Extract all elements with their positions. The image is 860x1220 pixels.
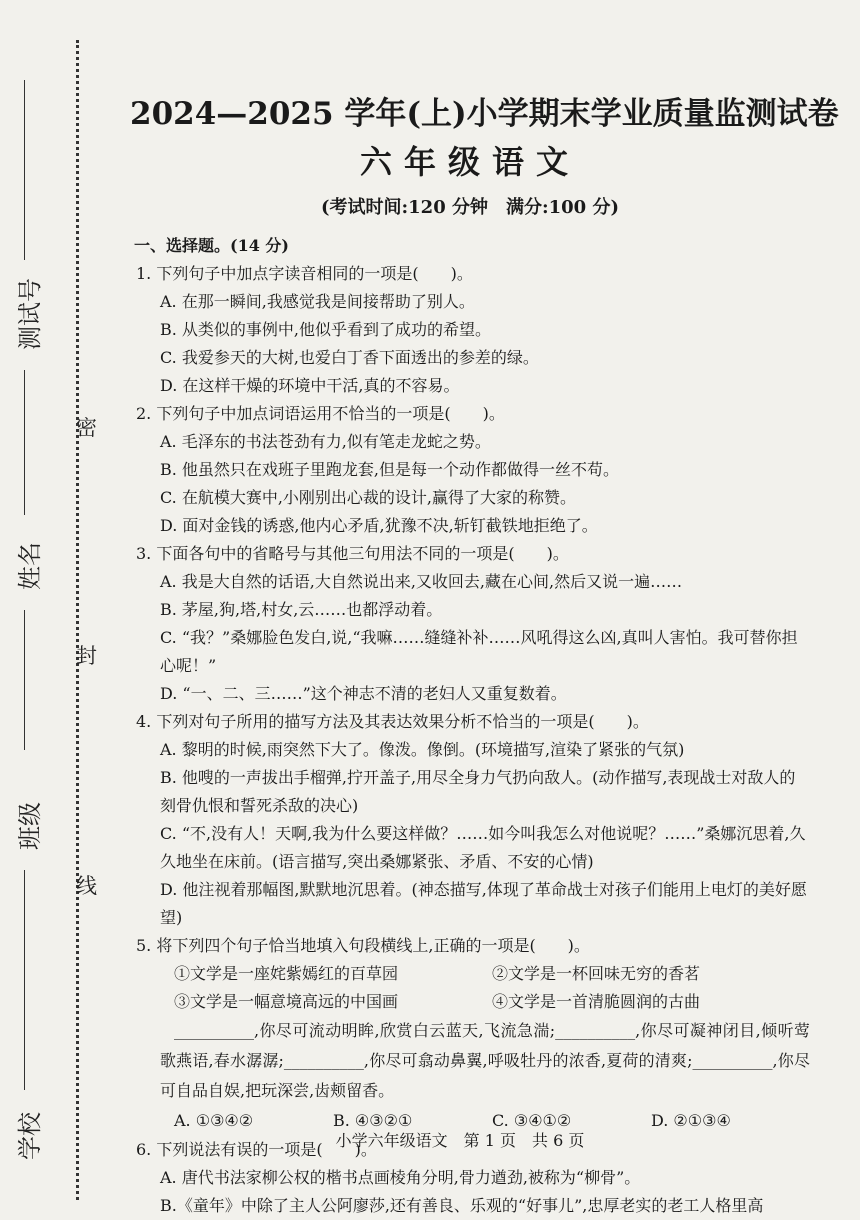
question-3: 3. 下面各句中的省略号与其他三句用法不同的一项是( )。 bbox=[136, 544, 569, 563]
seal-char-xian: 线 bbox=[76, 874, 97, 898]
blank-test-number bbox=[24, 80, 25, 260]
seal-char-mi: 密 bbox=[76, 416, 97, 440]
q5-sentence-2: ②文学是一杯回味无穷的香茗 bbox=[492, 964, 701, 983]
q3-option-d: D. “一、二、三……”这个神志不清的老妇人又重复数着。 bbox=[160, 684, 567, 703]
blank-class bbox=[24, 610, 25, 750]
q4-option-c: C. “不,没有人！天啊,我为什么要这样做？……如今叫我怎么对他说呢？……”桑娜沉思着,久久地坐在床前。(语言描写,突出桑娜紧张、矛盾、不安的心情) bbox=[160, 824, 806, 871]
section-heading: 一、选择题。(14 分) bbox=[134, 236, 289, 255]
q5-sentence-4: ④文学是一首清脆圆润的古曲 bbox=[492, 992, 701, 1011]
q2-option-c: C. 在航模大赛中,小刚别出心裁的设计,赢得了大家的称赞。 bbox=[160, 488, 577, 507]
blank-school bbox=[24, 870, 25, 1090]
seal-char-feng: 封 bbox=[76, 644, 97, 668]
q4-option-a: A. 黎明的时候,雨突然下大了。像泼。像倒。(环境描写,渲染了紧张的气氛) bbox=[160, 740, 685, 759]
exam-title: 2024—2025 学年(上)小学期末学业质量监测试卷 bbox=[130, 96, 839, 132]
question-2: 2. 下列句子中加点词语运用不恰当的一项是( )。 bbox=[136, 404, 505, 423]
q3-option-b: B. 茅屋,狗,塔,村女,云……也都浮动着。 bbox=[160, 600, 443, 619]
q1-option-c: C. 我爱参天的大树,也爱白丁香下面透出的参差的绿。 bbox=[160, 348, 539, 367]
q5-answer-a: A. ①③④② bbox=[174, 1111, 254, 1130]
exam-subject: 六年级语文 bbox=[359, 143, 580, 181]
q5-sentences-row-2 bbox=[130, 988, 810, 1016]
q5-passage: __________,你尽可流动明眸,欣赏白云蓝天,飞流急湍;__________,你尽可凝神闭目,倾听莺歌燕语,春水潺潺;__________,你尽可翕动鼻翼,呼吸牡丹的浓香,夏荷的清爽;__________,你尽可自品自娱,把玩深尝,齿颊留香。 bbox=[160, 1021, 810, 1100]
q5-answer-b: B. ④③②① bbox=[333, 1111, 413, 1130]
question-5: 5. 将下列四个句子恰当地填入句段横线上,正确的一项是( )。 bbox=[136, 936, 590, 955]
label-school: 学校 bbox=[16, 1112, 44, 1160]
q5-answer-d: D. ②①③④ bbox=[651, 1111, 731, 1130]
q3-option-c: C. “我？”桑娜脸色发白,说,“我嘛……缝缝补补……风吼得这么凶,真叫人害怕。我可替你担心呢！” bbox=[160, 628, 798, 675]
q1-option-a: A. 在那一瞬间,我感觉我是间接帮助了别人。 bbox=[160, 292, 475, 311]
q3-option-a: A. 我是大自然的话语,大自然说出来,又收回去,藏在心间,然后又说一遍…… bbox=[160, 572, 683, 591]
q5-sentence-3: ③文学是一幅意境高远的中国画 bbox=[174, 992, 399, 1011]
label-name: 姓名 bbox=[16, 542, 44, 590]
q2-option-d: D. 面对金钱的诱惑,他内心矛盾,犹豫不决,斩钉截铁地拒绝了。 bbox=[160, 516, 598, 535]
q2-option-a: A. 毛泽东的书法苍劲有力,似有笔走龙蛇之势。 bbox=[160, 432, 491, 451]
question-4: 4. 下列对句子所用的描写方法及其表达效果分析不恰当的一项是( )。 bbox=[136, 712, 649, 731]
binding-dotted-line bbox=[76, 40, 79, 1200]
question-1: 1. 下列句子中加点字读音相同的一项是( )。 bbox=[136, 264, 473, 283]
q5-sentences-row-1 bbox=[130, 960, 810, 988]
exam-info: (考试时间:120 分钟 满分:100 分) bbox=[320, 197, 619, 218]
blank-name bbox=[24, 370, 25, 515]
page-footer: 小学六年级语文 第 1 页 共 6 页 bbox=[335, 1131, 585, 1150]
q6-option-a: A. 唐代书法家柳公权的楷书点画棱角分明,骨力遒劲,被称为“柳骨”。 bbox=[160, 1168, 641, 1187]
q5-sentence-1: ①文学是一座姹紫嫣红的百草园 bbox=[174, 964, 399, 983]
q5-answer-c: C. ③④①② bbox=[492, 1111, 572, 1130]
q4-option-d: D. 他注视着那幅图,默默地沉思着。(神态描写,体现了革命战士对孩子们能用上电灯的美好愿望) bbox=[160, 880, 807, 927]
exam-page bbox=[130, 80, 839, 1220]
q2-option-b: B. 他虽然只在戏班子里跑龙套,但是每一个动作都做得一丝不苟。 bbox=[160, 460, 620, 479]
label-class: 班级 bbox=[16, 802, 44, 850]
q1-option-b: B. 从类似的事例中,他似乎看到了成功的希望。 bbox=[160, 320, 492, 339]
q4-option-b: B. 他嗖的一声拔出手榴弹,拧开盖子,用尽全身力气扔向敌人。(动作描写,表现战士对敌人的刻骨仇恨和誓死杀敌的决心) bbox=[160, 768, 796, 815]
q6-option-b: B.《童年》中除了主人公阿廖莎,还有善良、乐观的“好事儿”,忠厚老实的老工人格里高 bbox=[160, 1196, 764, 1215]
q1-option-d: D. 在这样干燥的环境中干活,真的不容易。 bbox=[160, 376, 460, 395]
question-6: 6. 下列说法有误的一项是( )。 bbox=[136, 1140, 377, 1159]
label-test-number: 测试号 bbox=[16, 278, 44, 350]
